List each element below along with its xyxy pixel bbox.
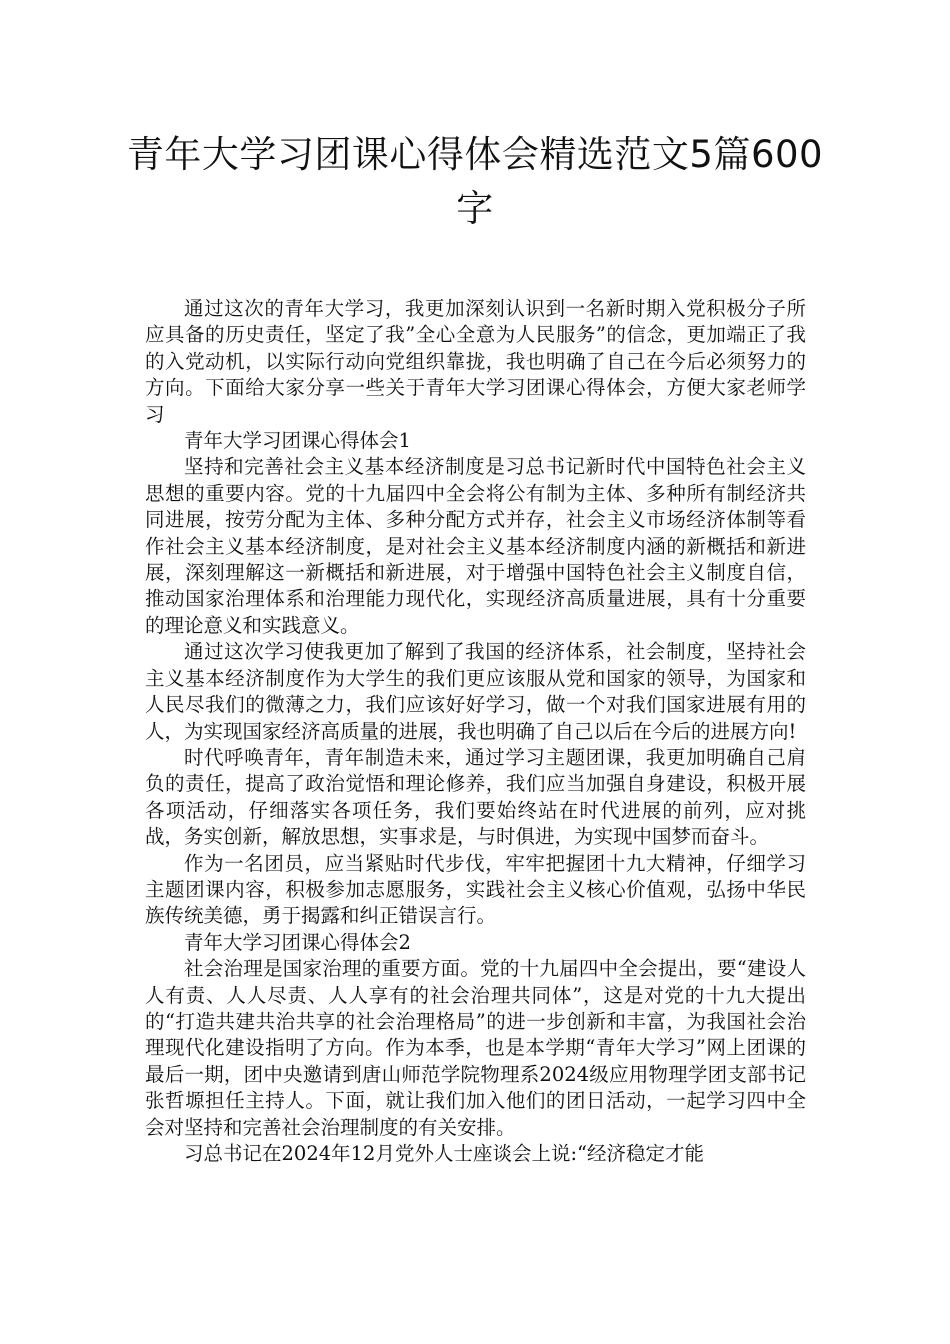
intro-paragraph: 通过这次的青年大学习，我更加深刻认识到一名新时期入党积极分子所应具备的历史责任，坚定了我”全心全意为人民服务”的信念，更加端正了我的入党动机，以实际行动向党组织靠拢，我也明确了自己在今后必须努力的方向。下面给大家分享一些关于青年大学习团课心得体会，方便大家老师学习: [145, 297, 806, 426]
section-1-heading: 青年大学习团课心得体会1: [184, 429, 411, 453]
section-1-paragraph-3: 时代呼唤青年，青年制造未来，通过学习主题团课，我更加明确自己肩负的责任，提高了政治觉悟和理论修养，我们应当加强自身建设，积极开展各项活动，仔细落实各项任务，我们要始终站在时代进展的前列，应对挑战，务实创新，解放思想，实事求是，与时俱进，为实现中国梦而奋斗。: [145, 745, 806, 849]
section-1-paragraph-2: 通过这次学习使我更加了解到了我国的经济体系，社会制度，坚持社会主义基本经济制度作为大学生的我们更应该服从党和国家的领导，为国家和人民尽我们的微薄之力，我们应该好好学习，做一个对我们国家进展有用的人，为实现国家经济高质量的进展，我也明确了自己以后在今后的进展方向!: [145, 640, 806, 743]
document-title: 青年大学习团课心得体会精选范文5篇600字: [126, 133, 824, 230]
section-1-paragraph-1: 坚持和完善社会主义基本经济制度是习总书记新时代中国特色社会主义思想的重要内容。党的十九届四中全会将公有制为主体、多种所有制经济共同进展，按劳分配为主体、多种分配方式并存，社会主义市场经济体制等看作社会主义基本经济制度，是对社会主义基本经济制度内涵的新概括和新进展，深刻理解这一新概括和新进展，对于增强中国特色社会主义制度自信，推动国家治理体系和治理能力现代化，实现经济高质量进展，具有十分重要的理论意义和实践意义。: [145, 455, 806, 637]
section-2-paragraph-1: 社会治理是国家治理的重要方面。党的十九届四中全会提出，要“建设人人有责、人人尽责、人人享有的社会治理共同体”，这是对党的十九大提出的“打造共建共治共享的社会治理格局”的进一步创新和丰富，为我国社会治理现代化建设指明了方向。作为本季，也是本学期“青年大学习”网上团课的最后一期，团中央邀请到唐山师范学院物理系2024级应用物理学团支部书记张哲塬担任主持人。下面，就让我们加入他们的团日活动，一起学习四中全会对坚持和完善社会治理制度的有关安排。: [145, 957, 806, 1139]
document-body: [145, 296, 806, 1167]
section-1-paragraph-4: 作为一名团员，应当紧贴时代步伐，牢牢把握团十九大精神，仔细学习主题团课内容，积极参加志愿服务，实践社会主义核心价值观，弘扬中华民族传统美德，勇于揭露和纠正错误言行。: [145, 851, 806, 928]
section-2-heading: 青年大学习团课心得体会2: [184, 930, 411, 954]
section-2-paragraph-2: 习总书记在2024年12月党外人士座谈会上说:“经济稳定才能: [184, 1142, 704, 1165]
